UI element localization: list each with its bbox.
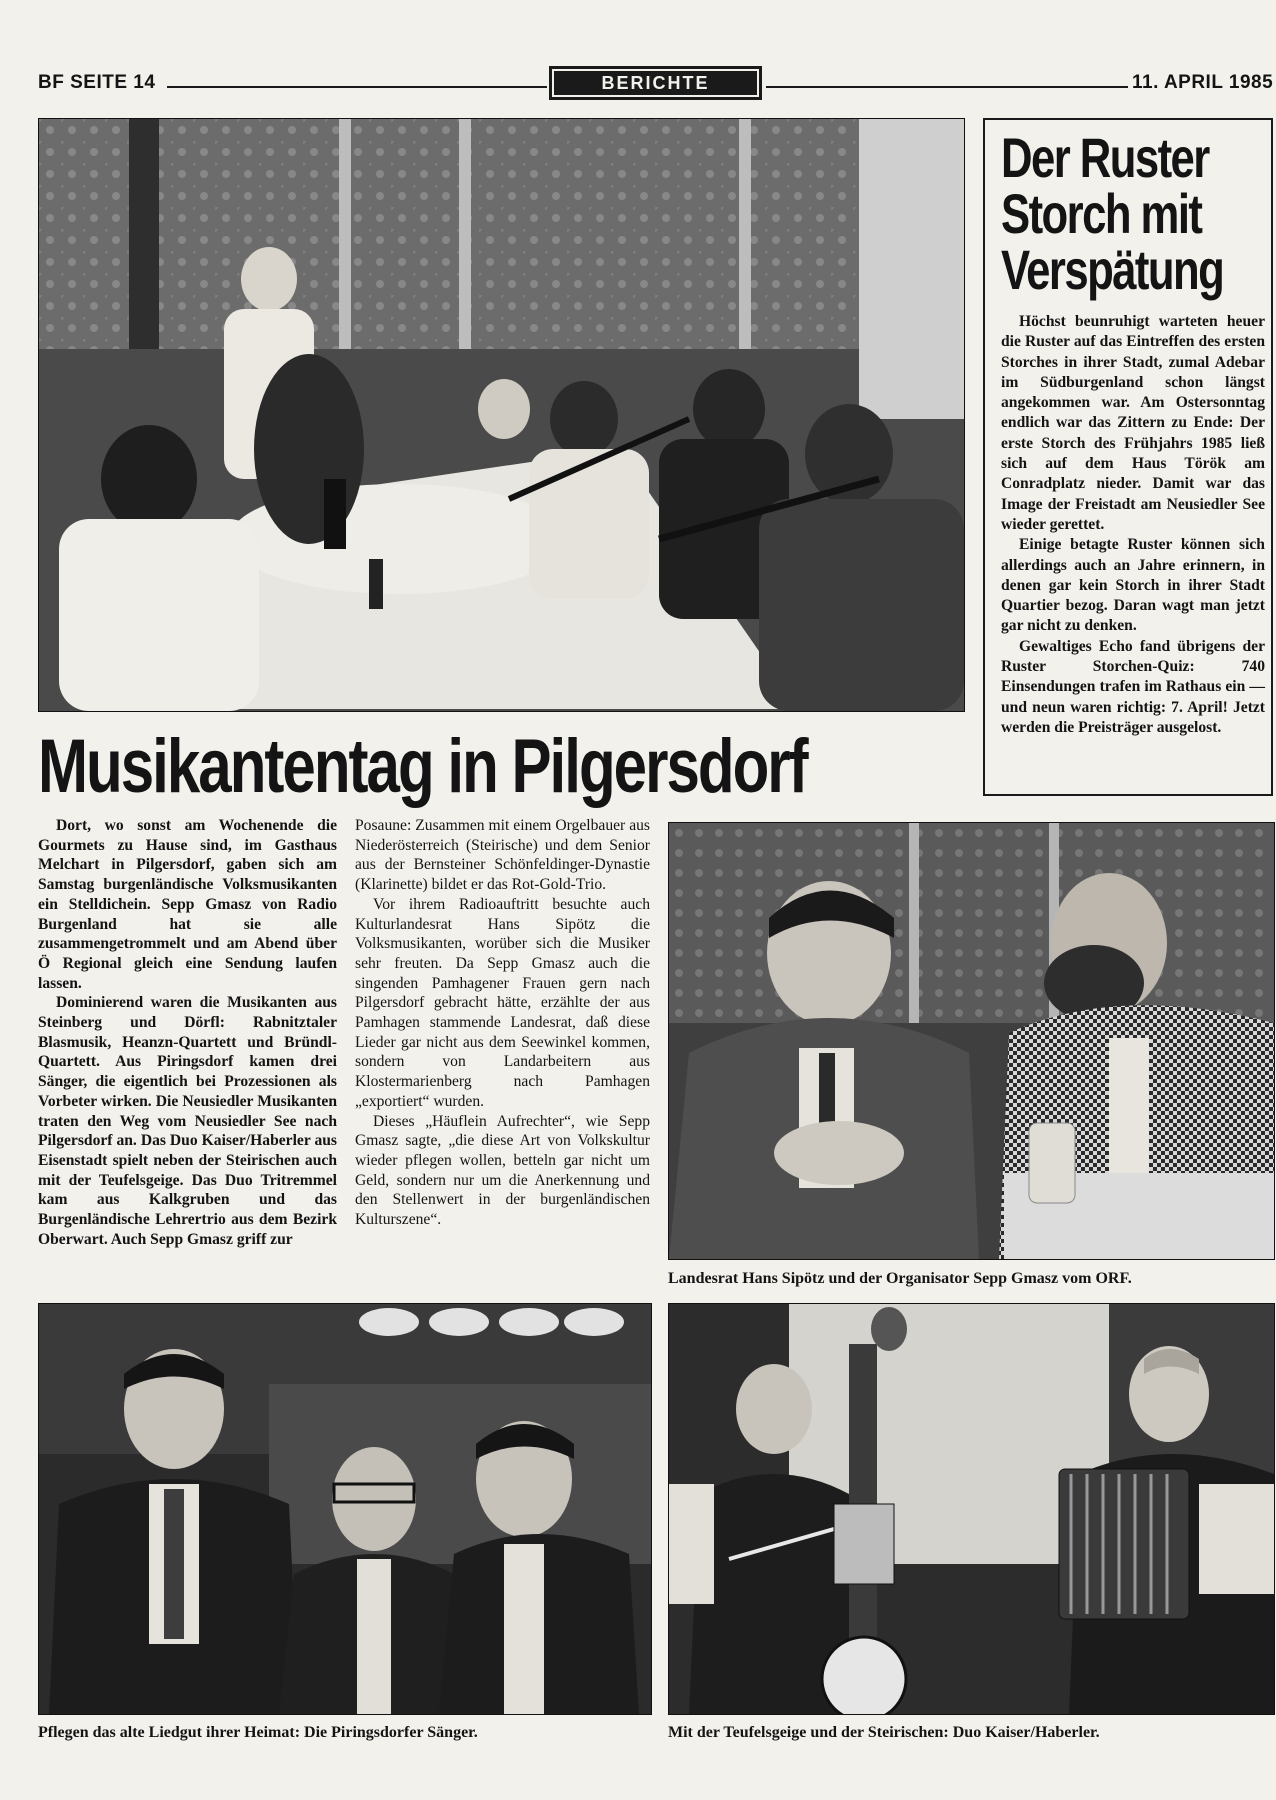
sidebar-headline bbox=[1001, 126, 1265, 301]
issue-date: 11. APRIL 1985 bbox=[1132, 72, 1274, 93]
sidebar-paragraph: Gewaltiges Echo fand übrigens der Ruster Storchen-Quiz: 740 Einsendungen trafen im Rathaus ein — und neun waren richtig: 7. April! Jetzt werden die Preisträger ausgelost. bbox=[1001, 637, 1265, 736]
sidebar-paragraph: Einige betagte Ruster können sich allerdings auch an Jahre erinnern, in denen gar kein Storch in ihrer Stadt Quartier bezog. Daran wagt man jetzt gar nicht zu denken. bbox=[1001, 536, 1265, 635]
photo-officials bbox=[668, 822, 1275, 1260]
sidebar-headline-line: Verspätung bbox=[1001, 238, 1224, 301]
photo-singers bbox=[38, 1303, 652, 1715]
photo-musicians-playing bbox=[38, 118, 965, 712]
article-paragraph: Vor ihrem Radioauftritt besuchte auch Kulturlandesrat Hans Sipötz die Volksmusikanten, worüber sich die Musiker sehr freuten. Da Sepp Gmasz auch die singenden Pamhagener Frauen gern nach Pilgersdorf gebracht hätte, erzählte der aus Pamhagen stammende Landesrat, daß diese Lieder gar nicht aus dem Seewinkel kommen, sondern von Landarbeitern aus Klostermarienberg nach Pamhagen „exportiert“ wurden. bbox=[355, 895, 650, 1110]
article-column-2 bbox=[355, 816, 650, 1230]
sidebar-storch-article bbox=[983, 118, 1273, 796]
photo-duo bbox=[668, 1303, 1275, 1715]
caption-duo: Mit der Teufelsgeige und der Steirischen: Duo Kaiser/Haberler. bbox=[668, 1724, 1100, 1741]
article-column-1 bbox=[38, 816, 337, 1249]
article-paragraph: Dort, wo sonst am Wochenende die Gourmets zu Hause sind, im Gasthaus Melchart in Pilgersdorf, gaben sich am Samstag burgenländische Volksmusikanten ein Stelldichein. Sepp Gmasz von Radio Burgenland hat sie alle zusammengetrommelt und am Abend über Ö Regional gleich eine Sendung laufen lassen. bbox=[38, 817, 337, 992]
header-rule-left bbox=[167, 86, 547, 88]
sidebar-headline-line: Storch mit bbox=[1001, 182, 1202, 245]
sidebar-paragraph: Höchst beunruhigt warteten heuer die Ruster auf das Eintreffen des ersten Storches in ihrer Stadt, zumal Adebar im Südburgenland schon längst angekommen war. Am Ostersonntag endlich war das Zittern zu Ende: Der erste Storch des Frühjahrs 1985 ließ sich auf dem Haus Török am Conradplatz nieder. Damit war das Image der Freistadt am Neusiedler See wieder gerettet. bbox=[1001, 313, 1265, 533]
sidebar-headline-line: Der Ruster bbox=[1001, 126, 1209, 189]
article-headline: Musikantentag in Pilgersdorf bbox=[38, 724, 807, 809]
caption-singers: Pflegen das alte Liedgut ihrer Heimat: Die Piringsdorfer Sänger. bbox=[38, 1724, 478, 1741]
sidebar-body bbox=[1001, 312, 1265, 738]
article-paragraph: Posaune: Zusammen mit einem Orgelbauer aus Niederösterreich (Steirische) und dem Senior aus der Bernsteiner Schönfeldinger-Dynastie (Klarinette) bildet er das Rot-Gold-Trio. bbox=[355, 817, 650, 894]
header-rule-right bbox=[766, 86, 1128, 88]
article-paragraph: Dominierend waren die Musikanten aus Steinberg und Dörfl: Rabnitztaler Blasmusik, Heanzn-Quartett und Bründl-Quartett. Aus Piringsdorf kamen drei Sänger, die eigentlich bei Prozessionen als Vorbeter wirken. Die Neusiedler Musikanten traten den Weg vom Neusiedler See nach Pilgersdorf an. Das Duo Kaiser/Haberler aus Eisenstadt spielt neben der Steirischen auch mit der Teufelsgeige. Das Duo Tritremmel kam aus Kalkgruben und das Burgenländische Lehrertrio aus dem Bezirk Oberwart. Auch Sepp Gmasz griff zur bbox=[38, 994, 337, 1248]
section-label: BERICHTE bbox=[549, 66, 762, 100]
article-paragraph: Dieses „Häuflein Aufrechter“, wie Sepp Gmasz sagte, „die diese Art von Volkskultur wieder pflegen wollen, betteln gar nicht um Geld, sondern nur um die Anerkennung und den Stellenwert in der burgenländischen Kulturszene“. bbox=[355, 1112, 650, 1229]
caption-officials: Landesrat Hans Sipötz und der Organisator Sepp Gmasz vom ORF. bbox=[668, 1270, 1132, 1287]
page-number: BF SEITE 14 bbox=[38, 72, 156, 93]
